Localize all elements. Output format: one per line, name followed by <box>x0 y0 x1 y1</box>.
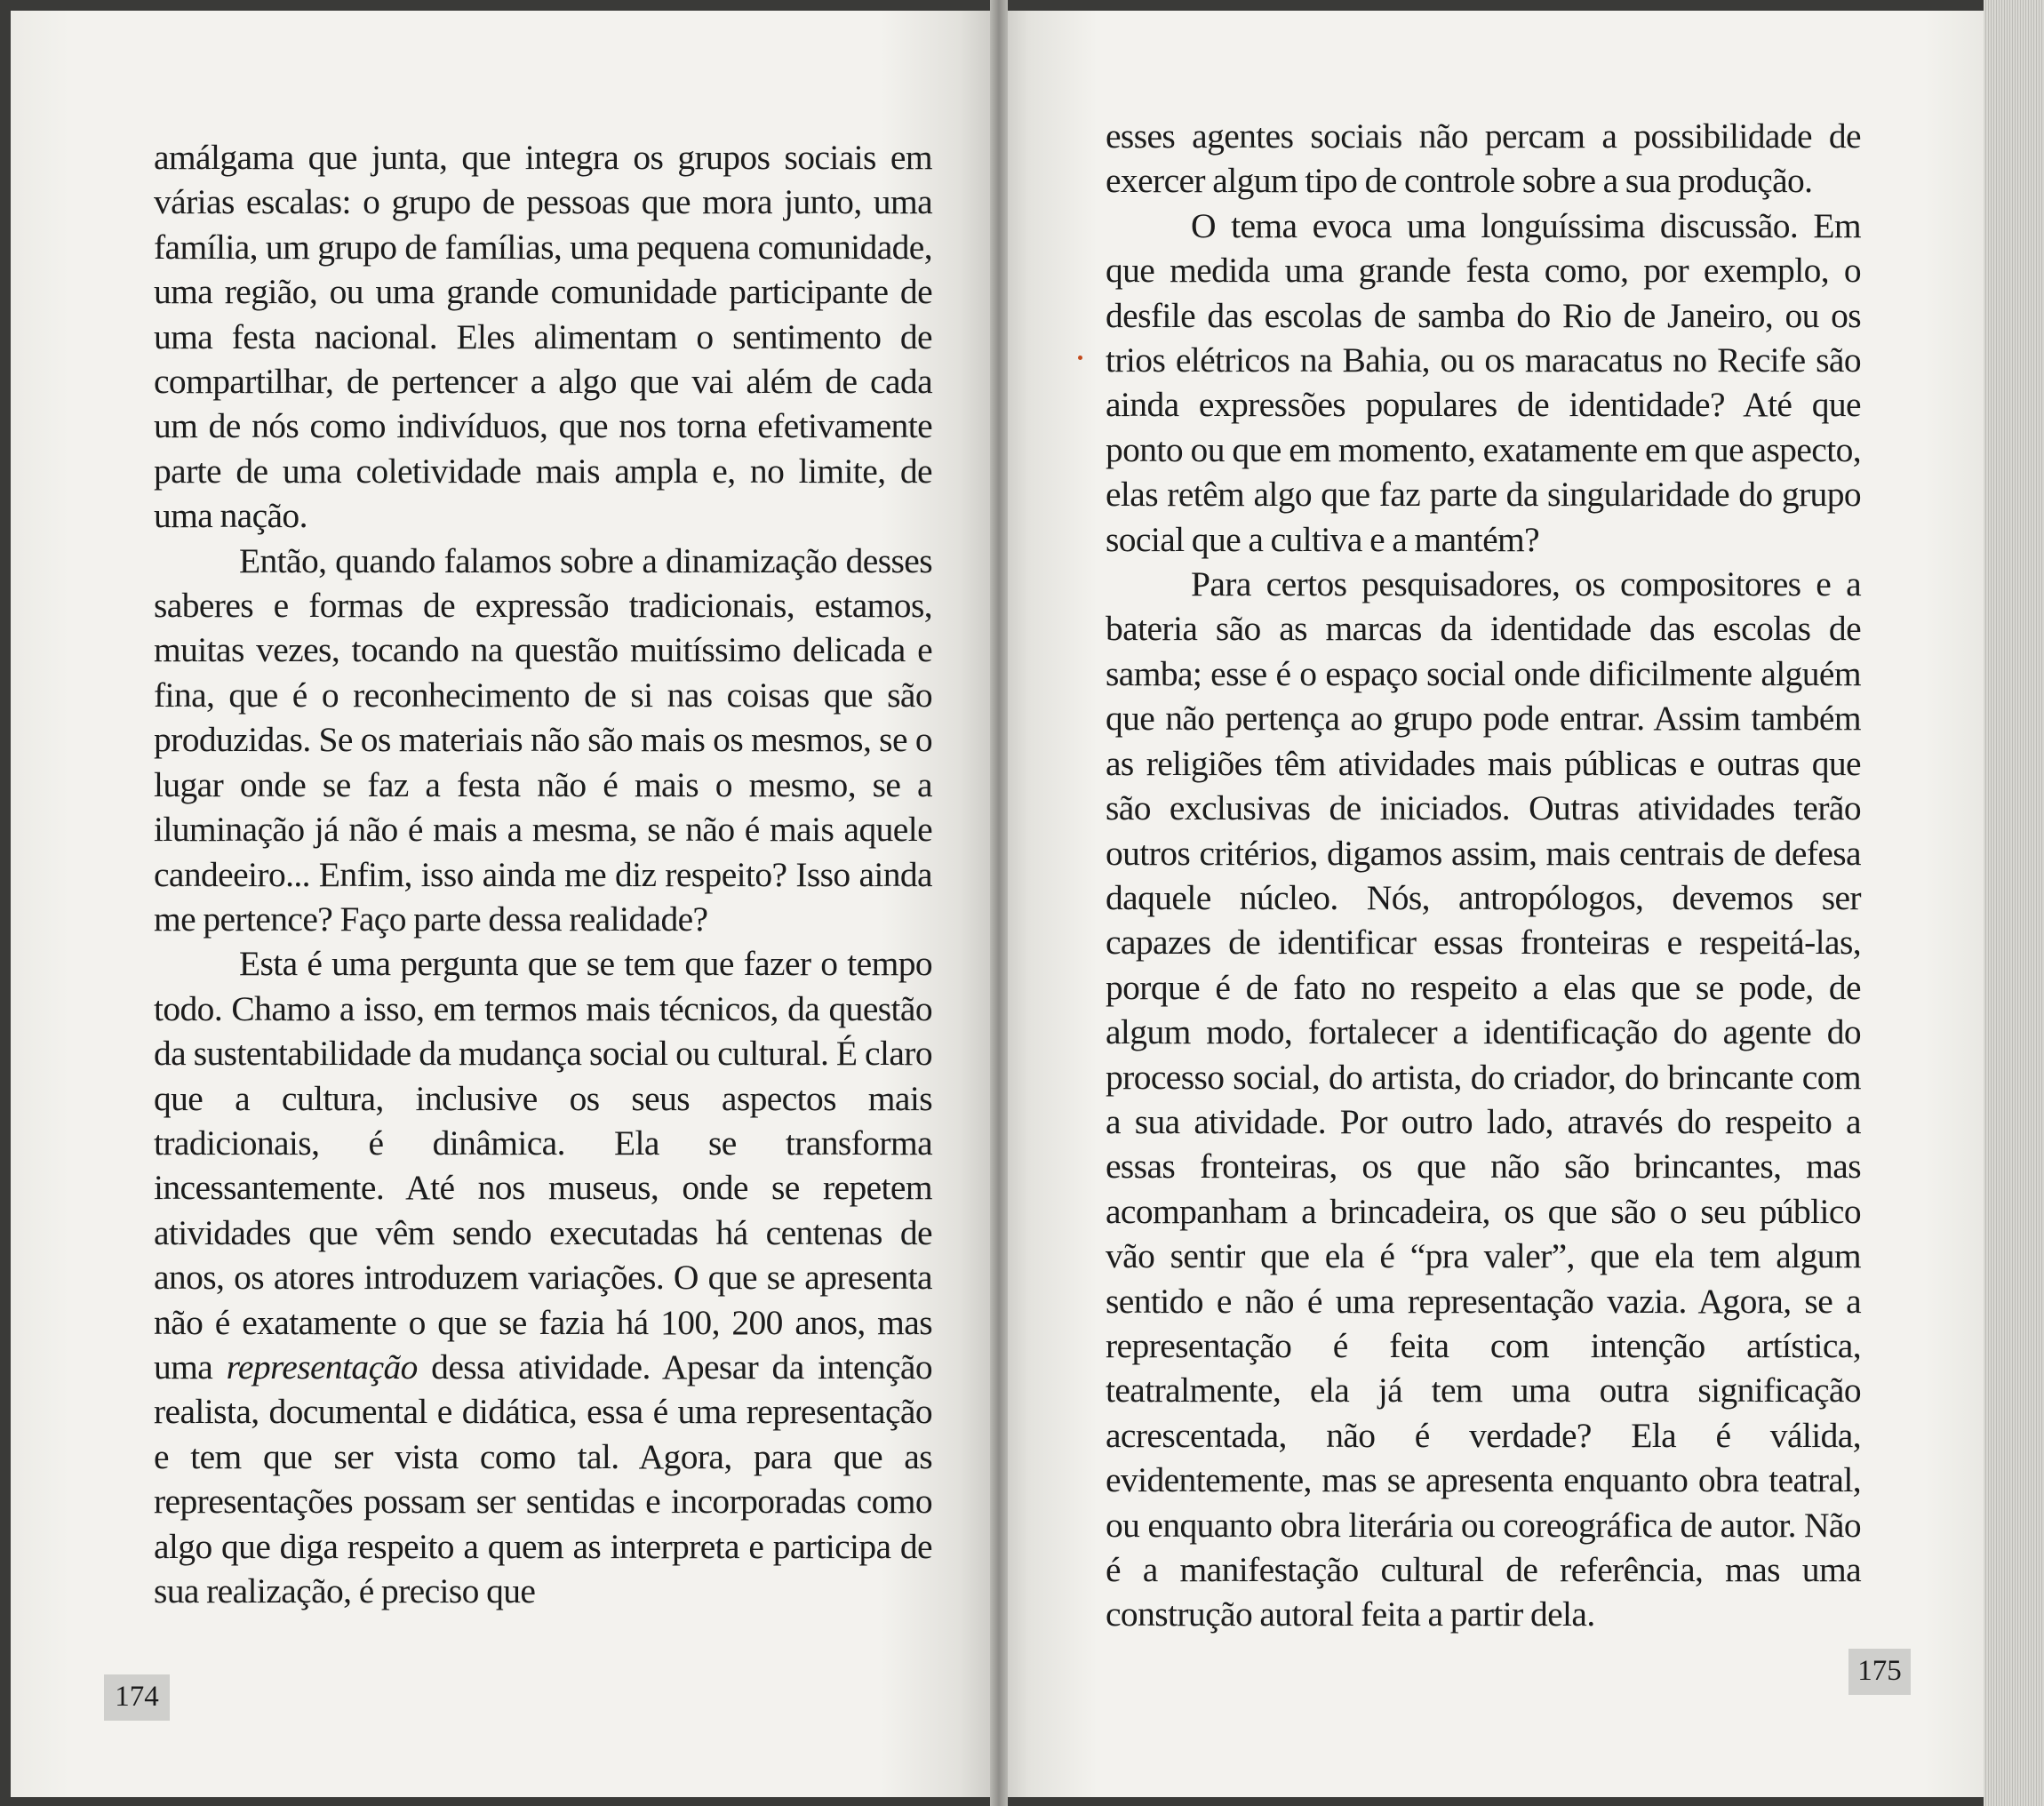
left-page <box>11 11 999 1797</box>
page-number: 175 <box>1848 1649 1911 1695</box>
paragraph: Para certos pesquisadores, os compositores e a bateria são as marcas da identidade das escolas de samba; esse é o espaço social onde dificilmente alguém que não pertença ao grupo pode entrar. Assim também as religiões têm atividades mais públicas e outras que são exclusivas de iniciados. Outras atividades terão outros critérios, digamos assim, mais centrais de defesa daquele núcleo. Nós, antropólogos, devemos ser capazes de identificar essas fronteiras e respeitá-las, porque é de fato no respeito a elas que se pode, de algum modo, fortalecer a identificação do agente do processo social, do artista, do criador, do brincante com a sua atividade. Por outro lado, através do respeito a essas fronteiras, os que não são brincantes, mas acompanham a brincadeira, os que são o seu público vão sentir que ela é “pra valer”, que ela tem algum sentido e não é uma representação vazia. Agora, se a representação é feita com intenção artística, teatralmente, ela já tem uma outra significação acrescentada, não é verdade? Ela é válida, evidentemente, mas se apresenta enquanto obra teatral, ou enquanto obra literária ou coreográfica de autor. Não é a manifestação cultural de referência, mas uma construção autoral feita a partir dela. <box>1106 564 1861 1634</box>
italic-term: representação <box>226 1347 418 1386</box>
right-page-text <box>1106 114 1861 1637</box>
page-number: 174 <box>104 1674 170 1721</box>
book-gutter <box>990 0 1008 1806</box>
paragraph: O tema evoca uma longuíssima discussão. Em que medida uma grande festa como, por exemplo, o desfile das escolas de samba do Rio de Janeiro, ou os trios elétricos na Bahia, ou os maracatus no Recife são ainda expressões populares de identidade? Até que ponto ou que em momento, exatamente em que aspecto, elas retêm algo que faz parte da singularidade do grupo social que a cultiva e a mantém? <box>1106 205 1861 559</box>
paragraph-text: Esta é uma pergunta que se tem que fazer o tempo todo. Chamo a isso, em termos mais técnicos, da questão da sustentabilidade da mudança social ou cultural. É claro que a cultura, inclusive os seus aspectos mais tradicionais, é dinâmica. Ela se transforma incessantemente. Até nos museus, onde se repetem atividades que vêm sendo executadas há centenas de anos, os atores introduzem variações. O que se apresenta não é exatamente o que se fazia há 100, 200 anos, mas uma <box>154 944 932 1386</box>
paragraph <box>154 941 932 1613</box>
ink-speck <box>1078 356 1082 360</box>
paragraph-text: dessa atividade. Apesar da intenção realista, documental e didática, essa é uma representação e tem que ser vista como tal. Agora, para que as representações possam ser sentidas e incorporadas como algo que diga respeito a quem as interpreta e participa de sua realização, é preciso que <box>154 1347 932 1610</box>
paragraph: amálgama que junta, que integra os grupos sociais em várias escalas: o grupo de pessoas que mora junto, uma família, um grupo de famílias, uma pequena comunidade, uma região, ou uma grande comunidade participante de uma festa nacional. Eles alimentam o sentimento de compartilhar, de pertencer a algo que vai além de cada um de nós como indivíduos, que nos torna efetivamente parte de uma coletividade mais ampla e, no limite, de uma nação. <box>154 138 932 536</box>
paragraph: Então, quando falamos sobre a dinamização desses saberes e formas de expressão tradicionais, estamos, muitas vezes, tocando na questão muitíssimo delicada e fina, que é o reconhecimento de si nas coisas que são produzidas. Se os materiais não são mais os mesmos, se o lugar onde se faz a festa não é mais o mesmo, se a iluminação já não é mais a mesma, se não é mais aquele candeeiro... Enfim, isso ainda me diz respeito? Isso ainda me pertence? Faço parte dessa realidade? <box>154 540 932 939</box>
left-page-text <box>154 135 932 1613</box>
page-edges <box>1984 0 2044 1806</box>
paragraph: esses agentes sociais não percam a possibilidade de exercer algum tipo de controle sobre a sua produção. <box>1106 116 1861 201</box>
